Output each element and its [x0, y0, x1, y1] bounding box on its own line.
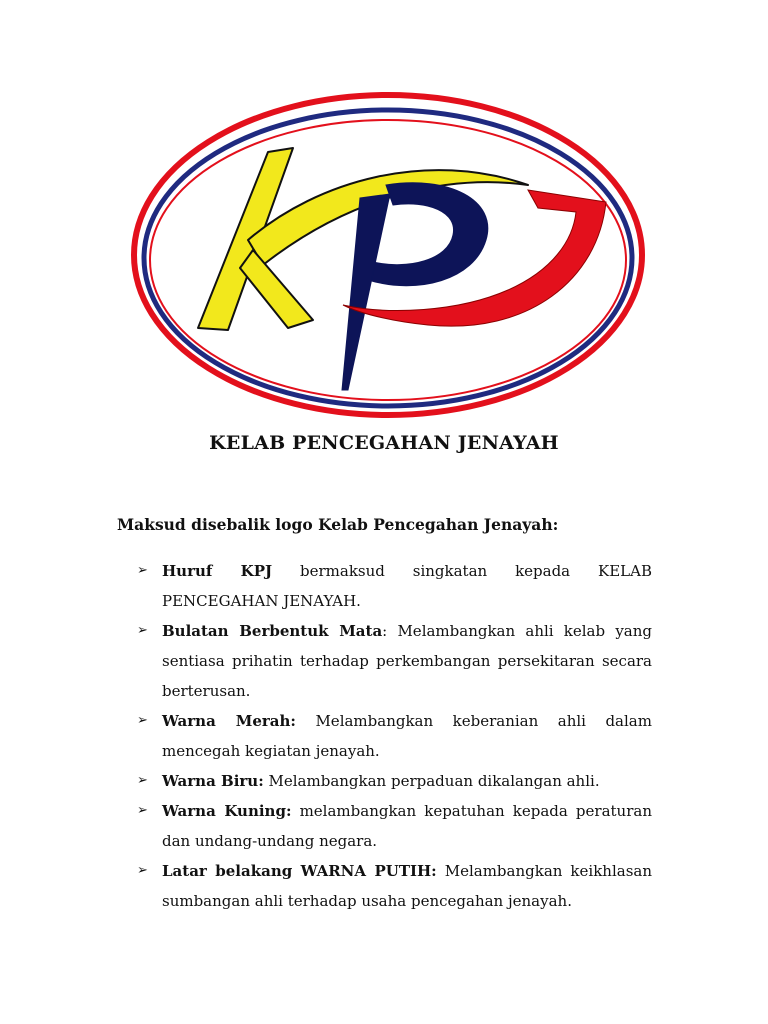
- arrow-bullet-icon: ➢: [137, 713, 148, 728]
- list-item: [137, 766, 652, 796]
- kpj-logo: [128, 90, 648, 420]
- list-item-text: Melambangkan keberanian ahli dalam mencegah kegiatan jenayah.: [162, 712, 652, 760]
- arrow-bullet-icon: ➢: [137, 623, 148, 638]
- list-item-term: Bulatan Berbentuk Mata: [162, 622, 383, 640]
- document-title: KELAB PENCEGAHAN JENAYAH: [209, 432, 559, 454]
- list-item-term: Warna Biru:: [162, 772, 264, 790]
- list-item: [137, 796, 652, 856]
- list-item-text: bermaksud singkatan kepada KELAB PENCEGAHAN JENAYAH.: [162, 562, 652, 610]
- logo-meaning-list: [137, 556, 652, 916]
- logo-meaning-intro: Maksud disebalik logo Kelab Pencegahan Jenayah:: [117, 515, 559, 534]
- list-item-term: Latar belakang WARNA PUTIH:: [162, 862, 437, 880]
- list-item: [137, 706, 652, 766]
- list-item: ➢ Bulatan Berbentuk Mata: Melambangkan ahli kelab yang sentiasa prihatin terhadap perkembangan persekitaran secara berterusan.: [137, 616, 652, 706]
- list-item-text: melambangkan kepatuhan kepada peraturan dan undang-undang negara.: [162, 802, 652, 850]
- list-item-term: Warna Merah:: [162, 712, 296, 730]
- list-item-text: Melambangkan keikhlasan sumbangan ahli terhadap usaha pencegahan jenayah.: [162, 862, 652, 910]
- list-item: [137, 556, 652, 616]
- list-item-term: Huruf KPJ: [162, 562, 273, 580]
- logo-letter-p: [342, 183, 488, 390]
- list-item-term: Warna Kuning:: [162, 802, 292, 820]
- list-item-text: Melambangkan ahli kelab yang sentiasa prihatin terhadap perkembangan persekitaran secara berterusan.: [162, 622, 652, 700]
- list-item: [137, 856, 652, 916]
- arrow-bullet-icon: ➢: [137, 773, 148, 788]
- arrow-bullet-icon: ➢: [137, 563, 148, 578]
- arrow-bullet-icon: ➢: [137, 863, 148, 878]
- list-item-text: Melambangkan perpaduan dikalangan ahli.: [268, 772, 600, 790]
- arrow-bullet-icon: ➢: [137, 803, 148, 818]
